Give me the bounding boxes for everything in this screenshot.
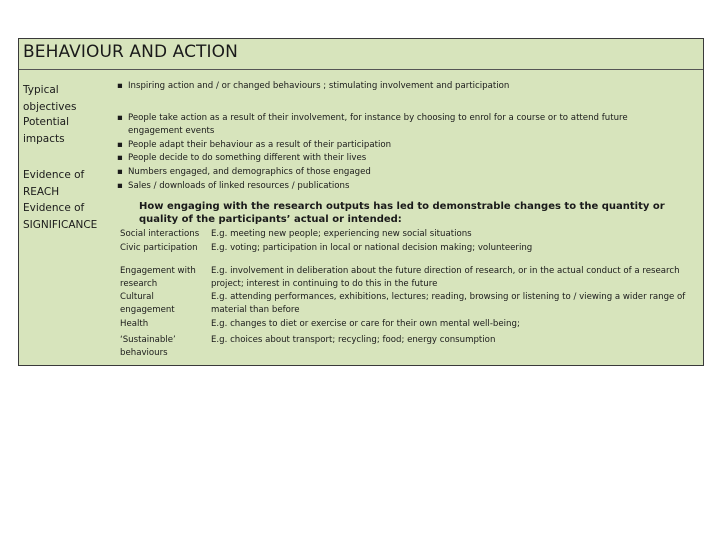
label-line: objectives — [23, 100, 77, 113]
row-label-research: Engagement with research — [120, 266, 196, 289]
bullet-icon: ▪ — [117, 140, 123, 150]
significance-heading: How engaging with the research outputs has led to demonstrable changes to the quantity or quality of the participants’ actual or intended: — [139, 201, 665, 225]
label-line: Typical — [23, 84, 59, 96]
page-title: BEHAVIOUR AND ACTION — [23, 42, 238, 62]
row-text-sustainable: E.g. choices about transport; recycling; food; energy consumption — [211, 335, 496, 345]
label-line: Potential — [23, 116, 69, 128]
bullet-icon: ▪ — [117, 81, 123, 91]
bullet-icon: ▪ — [117, 181, 123, 191]
bullet-icon: ▪ — [117, 113, 123, 123]
row-label-civic: Civic participation — [120, 243, 198, 253]
label-line: impacts — [23, 132, 65, 145]
row-text-civic: E.g. voting; participation in local or national decision making; volunteering — [211, 243, 533, 253]
title-divider — [19, 69, 703, 70]
row-label-cultural: Cultural engagement — [120, 292, 175, 315]
row-text-research: E.g. involvement in deliberation about the future direction of research, or in the actual conduct of a research project; interest in continuing to do this in the future — [211, 266, 680, 289]
label-evidence-significance — [23, 200, 97, 233]
label-line: SIGNIFICANCE — [23, 218, 98, 231]
bullet-icon: ▪ — [117, 167, 123, 177]
label-line: Evidence of — [23, 202, 85, 214]
row-label-health: Health — [120, 319, 149, 329]
row-label-sustainable: ‘Sustainable’ behaviours — [120, 335, 176, 358]
content-box: BEHAVIOUR AND ACTION Typical objectives Potential impacts Evidence of REACH Evidence of SIGNIFICANCE ▪ Inspiring action and / or changed behaviours ; stimulating involvement and participation ▪ People take action as a result of their involvement, for instance by choosing to enrol for a course or to attend future engagement events ▪ People adapt their behaviour as a result of their participation ▪ People decide to do something different with their lives ▪ Numbers engaged, and demographics of those engaged ▪ Sales / downloads of linked resources / publications How engaging with the research outputs has led to demonstrable changes to the quantity or quality of the participants’ actual or intended: Social interactions E.g. meeting new people; experiencing new social situations Civic participation E.g. voting; participation in local or national decision making; volunteering Engagement with research E.g. involvement in deliberation about the future direction of research, or in the actual conduct of a research project; interest in continuing to do this in the future Cultural engagement E.g. attending performances, exhibitions, lectures; reading, browsing or listening to / viewing a wider range of material than before Health E.g. changes to diet or exercise or care for their own mental well-being; ‘Sustainable’ behaviours E.g. choices about transport; recycling; food; energy consumption — [18, 38, 704, 366]
bullet-icon: ▪ — [117, 153, 123, 163]
row-text-cultural: E.g. attending performances, exhibitions, lectures; reading, browsing or listening to / viewing a wider range of material than before — [211, 292, 686, 315]
row-text-social: E.g. meeting new people; experiencing new social situations — [211, 229, 472, 239]
label-line: Evidence of — [23, 169, 85, 181]
impact-bullet: ▪ People take action as a result of their involvement, for instance by choosing to enrol for a course or to attend future engagement events — [117, 113, 628, 136]
row-text-health: E.g. changes to diet or exercise or care for their own mental well-being; — [211, 319, 520, 329]
row-label-social: Social interactions — [120, 229, 200, 239]
label-line: REACH — [23, 185, 60, 198]
label-potential-impacts — [23, 114, 69, 147]
label-typical-objectives — [23, 82, 76, 115]
label-evidence-reach — [23, 167, 84, 200]
